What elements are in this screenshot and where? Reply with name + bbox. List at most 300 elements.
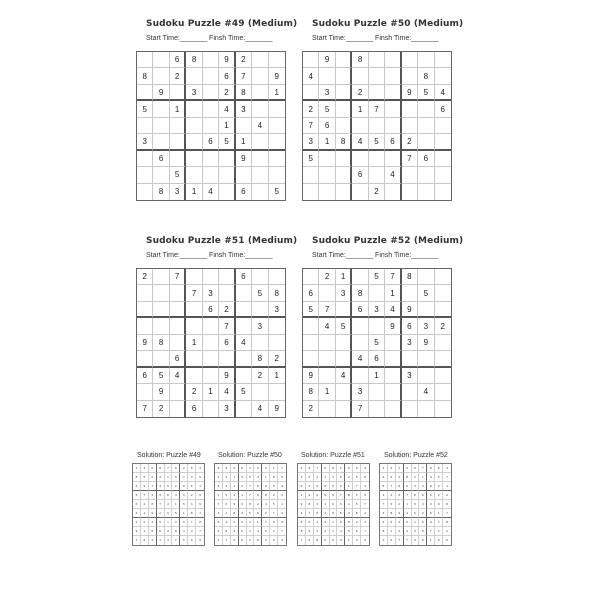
sudoku-cell[interactable]: 5 bbox=[153, 368, 169, 384]
sudoku-cell[interactable] bbox=[319, 351, 335, 367]
sudoku-cell[interactable]: 3 bbox=[269, 302, 285, 318]
sudoku-cell[interactable] bbox=[352, 335, 368, 351]
sudoku-cell[interactable]: 3 bbox=[203, 285, 219, 301]
sudoku-cell[interactable]: 8 bbox=[418, 68, 434, 84]
sudoku-cell[interactable] bbox=[402, 351, 418, 367]
sudoku-cell[interactable] bbox=[369, 285, 385, 301]
sudoku-cell[interactable] bbox=[319, 401, 335, 417]
sudoku-cell[interactable]: 6 bbox=[219, 68, 235, 84]
sudoku-cell[interactable] bbox=[336, 52, 352, 68]
sudoku-cell[interactable] bbox=[319, 335, 335, 351]
sudoku-cell[interactable] bbox=[418, 401, 434, 417]
sudoku-cell[interactable] bbox=[385, 151, 401, 167]
sudoku-cell[interactable]: 4 bbox=[203, 184, 219, 200]
sudoku-cell[interactable]: 6 bbox=[170, 52, 186, 68]
sudoku-cell[interactable] bbox=[402, 401, 418, 417]
sudoku-cell[interactable] bbox=[435, 401, 451, 417]
sudoku-cell[interactable]: 6 bbox=[137, 368, 153, 384]
sudoku-cell[interactable] bbox=[435, 285, 451, 301]
sudoku-cell[interactable]: 9 bbox=[274, 404, 279, 414]
sudoku-cell[interactable] bbox=[336, 302, 352, 318]
sudoku-cell[interactable] bbox=[435, 68, 451, 84]
sudoku-cell[interactable] bbox=[252, 101, 268, 117]
sudoku-cell[interactable] bbox=[269, 101, 285, 117]
sudoku-cell[interactable]: 9 bbox=[219, 368, 235, 384]
sudoku-cell[interactable]: 3 bbox=[236, 101, 252, 117]
sudoku-cell[interactable] bbox=[252, 151, 268, 167]
sudoku-cell[interactable] bbox=[435, 335, 451, 351]
sudoku-cell[interactable] bbox=[170, 285, 186, 301]
sudoku-cell[interactable] bbox=[435, 269, 451, 285]
sudoku-cell[interactable] bbox=[369, 318, 385, 334]
sudoku-cell[interactable] bbox=[435, 151, 451, 167]
sudoku-cell[interactable]: 3 bbox=[303, 134, 319, 150]
sudoku-cell[interactable]: 4 bbox=[352, 134, 368, 150]
sudoku-cell[interactable] bbox=[170, 134, 186, 150]
sudoku-cell[interactable] bbox=[186, 151, 202, 167]
sudoku-cell[interactable]: 4 bbox=[435, 85, 451, 101]
sudoku-cell[interactable]: 3 bbox=[170, 184, 186, 200]
sudoku-cell[interactable]: 2 bbox=[369, 184, 385, 200]
sudoku-cell[interactable] bbox=[402, 384, 418, 400]
sudoku-cell[interactable] bbox=[252, 68, 268, 84]
sudoku-cell[interactable]: 2 bbox=[219, 85, 235, 101]
sudoku-cell[interactable] bbox=[336, 401, 352, 417]
sudoku-cell[interactable]: 7 bbox=[303, 118, 319, 134]
sudoku-cell[interactable] bbox=[385, 85, 401, 101]
sudoku-cell[interactable] bbox=[418, 184, 434, 200]
sudoku-cell[interactable]: 7 bbox=[219, 318, 235, 334]
sudoku-cell[interactable]: 1 bbox=[352, 101, 368, 117]
sudoku-cell[interactable] bbox=[252, 184, 268, 200]
sudoku-cell[interactable]: 5 bbox=[336, 318, 352, 334]
sudoku-cell[interactable] bbox=[186, 68, 202, 84]
sudoku-cell[interactable] bbox=[385, 101, 401, 117]
sudoku-cell[interactable]: 4 bbox=[352, 351, 368, 367]
sudoku-cell[interactable] bbox=[418, 118, 434, 134]
sudoku-cell[interactable] bbox=[203, 101, 219, 117]
sudoku-cell[interactable]: 5 bbox=[219, 134, 235, 150]
sudoku-cell[interactable]: 4 bbox=[319, 318, 335, 334]
sudoku-cell[interactable] bbox=[402, 167, 418, 183]
sudoku-cell[interactable] bbox=[137, 151, 153, 167]
sudoku-cell[interactable] bbox=[252, 167, 268, 183]
sudoku-cell[interactable]: 4 bbox=[336, 368, 352, 384]
sudoku-cell[interactable]: 9 bbox=[385, 318, 401, 334]
sudoku-cell[interactable]: 8 bbox=[352, 285, 368, 301]
sudoku-cell[interactable] bbox=[203, 151, 219, 167]
sudoku-cell[interactable] bbox=[137, 318, 153, 334]
sudoku-cell[interactable] bbox=[252, 52, 268, 68]
sudoku-cell[interactable]: 4 bbox=[170, 368, 186, 384]
sudoku-cell[interactable]: 9 bbox=[219, 52, 235, 68]
sudoku-cell[interactable]: 7 bbox=[369, 101, 385, 117]
sudoku-cell[interactable] bbox=[170, 302, 186, 318]
sudoku-cell[interactable] bbox=[236, 368, 252, 384]
sudoku-cell[interactable] bbox=[402, 52, 418, 68]
sudoku-cell[interactable] bbox=[352, 318, 368, 334]
sudoku-cell[interactable]: 4 bbox=[252, 118, 268, 134]
sudoku-cell[interactable] bbox=[236, 318, 252, 334]
sudoku-cell[interactable]: 9 bbox=[269, 68, 285, 84]
sudoku-cell[interactable]: 1 bbox=[186, 184, 202, 200]
sudoku-cell[interactable] bbox=[137, 118, 153, 134]
sudoku-cell[interactable] bbox=[153, 118, 169, 134]
sudoku-cell[interactable] bbox=[369, 68, 385, 84]
sudoku-cell[interactable]: 6 bbox=[186, 401, 202, 417]
sudoku-cell[interactable]: 6 bbox=[369, 351, 385, 367]
sudoku-cell[interactable] bbox=[252, 302, 268, 318]
sudoku-cell[interactable] bbox=[153, 52, 169, 68]
sudoku-cell[interactable] bbox=[236, 285, 252, 301]
sudoku-cell[interactable] bbox=[269, 167, 285, 183]
sudoku-cell[interactable] bbox=[170, 85, 186, 101]
sudoku-cell[interactable] bbox=[153, 167, 169, 183]
sudoku-cell[interactable]: 1 bbox=[369, 368, 385, 384]
sudoku-cell[interactable]: 5 bbox=[369, 335, 385, 351]
sudoku-cell[interactable] bbox=[186, 368, 202, 384]
sudoku-cell[interactable]: 4 bbox=[236, 335, 252, 351]
sudoku-cell[interactable] bbox=[352, 184, 368, 200]
sudoku-cell[interactable] bbox=[303, 269, 319, 285]
sudoku-cell[interactable]: 2 bbox=[402, 134, 418, 150]
sudoku-cell[interactable] bbox=[385, 68, 401, 84]
sudoku-cell[interactable] bbox=[219, 351, 235, 367]
sudoku-cell[interactable] bbox=[336, 151, 352, 167]
sudoku-cell[interactable] bbox=[336, 118, 352, 134]
sudoku-cell[interactable]: 2 bbox=[435, 318, 451, 334]
sudoku-cell[interactable] bbox=[252, 134, 268, 150]
sudoku-cell[interactable]: 1 bbox=[219, 118, 235, 134]
sudoku-cell[interactable] bbox=[303, 184, 319, 200]
sudoku-cell[interactable] bbox=[153, 285, 169, 301]
sudoku-cell[interactable] bbox=[435, 134, 451, 150]
sudoku-cell[interactable]: 7 bbox=[137, 401, 153, 417]
sudoku-cell[interactable]: 6 bbox=[435, 101, 451, 117]
sudoku-cell[interactable]: 2 bbox=[236, 52, 252, 68]
sudoku-cell[interactable]: 2 bbox=[352, 85, 368, 101]
sudoku-cell[interactable] bbox=[186, 118, 202, 134]
sudoku-cell[interactable] bbox=[336, 167, 352, 183]
sudoku-cell[interactable]: 4 bbox=[219, 101, 235, 117]
sudoku-cell[interactable]: 6 bbox=[402, 318, 418, 334]
sudoku-cell[interactable] bbox=[186, 167, 202, 183]
sudoku-cell[interactable]: 3 bbox=[252, 318, 268, 334]
sudoku-cell[interactable]: 3 bbox=[319, 85, 335, 101]
sudoku-cell[interactable]: 5 bbox=[274, 187, 279, 197]
sudoku-cell[interactable] bbox=[369, 167, 385, 183]
sudoku-cell[interactable] bbox=[435, 118, 451, 134]
sudoku-cell[interactable] bbox=[402, 101, 418, 117]
sudoku-cell[interactable] bbox=[137, 85, 153, 101]
sudoku-cell[interactable] bbox=[203, 318, 219, 334]
sudoku-cell[interactable] bbox=[252, 384, 268, 400]
sudoku-cell[interactable]: 1 bbox=[269, 368, 285, 384]
sudoku-cell[interactable] bbox=[219, 285, 235, 301]
sudoku-cell[interactable] bbox=[435, 302, 451, 318]
sudoku-cell[interactable] bbox=[186, 134, 202, 150]
sudoku-cell[interactable] bbox=[170, 335, 186, 351]
sudoku-cell[interactable] bbox=[435, 184, 451, 200]
sudoku-cell[interactable]: 1 bbox=[319, 384, 335, 400]
sudoku-cell[interactable]: 5 bbox=[369, 134, 385, 150]
sudoku-cell[interactable]: 2 bbox=[170, 68, 186, 84]
sudoku-cell[interactable]: 5 bbox=[303, 302, 319, 318]
sudoku-cell[interactable]: 2 bbox=[137, 269, 153, 285]
sudoku-cell[interactable]: 5 bbox=[137, 101, 153, 117]
sudoku-cell[interactable]: 4 bbox=[303, 68, 319, 84]
sudoku-cell[interactable] bbox=[269, 269, 285, 285]
sudoku-cell[interactable] bbox=[203, 351, 219, 367]
sudoku-cell[interactable]: 5 bbox=[418, 285, 434, 301]
sudoku-cell[interactable] bbox=[336, 351, 352, 367]
sudoku-cell[interactable]: 8 bbox=[186, 52, 202, 68]
sudoku-cell[interactable]: 3 bbox=[352, 384, 368, 400]
sudoku-cell[interactable] bbox=[203, 335, 219, 351]
sudoku-cell[interactable]: 5 bbox=[303, 151, 319, 167]
sudoku-cell[interactable] bbox=[336, 384, 352, 400]
sudoku-cell[interactable]: 6 bbox=[352, 167, 368, 183]
sudoku-cell[interactable]: 1 bbox=[385, 285, 401, 301]
sudoku-cell[interactable]: 3 bbox=[369, 302, 385, 318]
sudoku-cell[interactable]: 3 bbox=[219, 401, 235, 417]
sudoku-cell[interactable] bbox=[369, 401, 385, 417]
sudoku-cell[interactable] bbox=[369, 85, 385, 101]
sudoku-cell[interactable] bbox=[153, 134, 169, 150]
sudoku-cell[interactable] bbox=[352, 368, 368, 384]
sudoku-cell[interactable]: 1 bbox=[236, 134, 252, 150]
sudoku-cell[interactable]: 2 bbox=[319, 269, 335, 285]
sudoku-cell[interactable] bbox=[435, 384, 451, 400]
sudoku-cell[interactable] bbox=[336, 335, 352, 351]
sudoku-cell[interactable]: 8 bbox=[153, 184, 169, 200]
sudoku-cell[interactable] bbox=[186, 101, 202, 117]
sudoku-cell[interactable]: 7 bbox=[186, 285, 202, 301]
sudoku-cell[interactable] bbox=[352, 269, 368, 285]
sudoku-cell[interactable]: 6 bbox=[418, 151, 434, 167]
sudoku-cell[interactable]: 8 bbox=[236, 85, 252, 101]
sudoku-cell[interactable]: 6 bbox=[303, 285, 319, 301]
sudoku-cell[interactable] bbox=[137, 384, 153, 400]
sudoku-cell[interactable]: 5 bbox=[252, 285, 268, 301]
sudoku-cell[interactable] bbox=[269, 151, 285, 167]
sudoku-cell[interactable]: 1 bbox=[319, 134, 335, 150]
sudoku-cell[interactable] bbox=[269, 52, 285, 68]
sudoku-cell[interactable]: 7 bbox=[170, 269, 186, 285]
sudoku-cell[interactable] bbox=[402, 285, 418, 301]
sudoku-cell[interactable]: 6 bbox=[219, 335, 235, 351]
sudoku-cell[interactable] bbox=[418, 302, 434, 318]
sudoku-cell[interactable] bbox=[418, 134, 434, 150]
sudoku-cell[interactable] bbox=[385, 184, 401, 200]
sudoku-cell[interactable] bbox=[352, 68, 368, 84]
sudoku-cell[interactable]: 9 bbox=[319, 52, 335, 68]
sudoku-cell[interactable] bbox=[385, 368, 401, 384]
sudoku-cell[interactable]: 5 bbox=[418, 85, 434, 101]
sudoku-cell[interactable] bbox=[435, 351, 451, 367]
sudoku-cell[interactable]: 2 bbox=[252, 368, 268, 384]
sudoku-cell[interactable] bbox=[203, 118, 219, 134]
sudoku-cell[interactable] bbox=[418, 368, 434, 384]
sudoku-cell[interactable]: 4 bbox=[252, 401, 268, 417]
sudoku-cell[interactable]: 4 bbox=[219, 384, 235, 400]
sudoku-cell[interactable] bbox=[186, 318, 202, 334]
sudoku-cell[interactable]: 6 bbox=[352, 302, 368, 318]
sudoku-cell[interactable]: 7 bbox=[352, 401, 368, 417]
sudoku-cell[interactable] bbox=[319, 368, 335, 384]
sudoku-cell[interactable] bbox=[385, 52, 401, 68]
sudoku-cell[interactable] bbox=[170, 318, 186, 334]
sudoku-cell[interactable] bbox=[203, 52, 219, 68]
sudoku-cell[interactable]: 8 bbox=[153, 335, 169, 351]
sudoku-cell[interactable] bbox=[418, 52, 434, 68]
sudoku-cell[interactable] bbox=[252, 269, 268, 285]
sudoku-cell[interactable] bbox=[319, 285, 335, 301]
sudoku-cell[interactable]: 3 bbox=[336, 285, 352, 301]
sudoku-cell[interactable] bbox=[303, 335, 319, 351]
sudoku-cell[interactable]: 9 bbox=[153, 384, 169, 400]
sudoku-cell[interactable]: 6 bbox=[170, 351, 186, 367]
sudoku-cell[interactable] bbox=[269, 118, 285, 134]
sudoku-cell[interactable] bbox=[336, 85, 352, 101]
sudoku-cell[interactable] bbox=[170, 401, 186, 417]
sudoku-cell[interactable] bbox=[203, 85, 219, 101]
sudoku-cell[interactable] bbox=[352, 151, 368, 167]
sudoku-cell[interactable]: 2 bbox=[153, 401, 169, 417]
sudoku-cell[interactable] bbox=[153, 68, 169, 84]
sudoku-cell[interactable]: 2 bbox=[269, 351, 285, 367]
sudoku-cell[interactable]: 9 bbox=[402, 85, 418, 101]
sudoku-cell[interactable] bbox=[319, 167, 335, 183]
sudoku-cell[interactable]: 8 bbox=[352, 52, 368, 68]
sudoku-cell[interactable]: 6 bbox=[236, 184, 252, 200]
sudoku-cell[interactable] bbox=[303, 351, 319, 367]
sudoku-cell[interactable]: 6 bbox=[385, 134, 401, 150]
sudoku-cell[interactable]: 5 bbox=[170, 167, 186, 183]
sudoku-cell[interactable]: 8 bbox=[269, 285, 285, 301]
sudoku-cell[interactable] bbox=[252, 85, 268, 101]
sudoku-cell[interactable] bbox=[236, 302, 252, 318]
sudoku-cell[interactable]: 3 bbox=[402, 368, 418, 384]
sudoku-cell[interactable]: 9 bbox=[236, 151, 252, 167]
sudoku-cell[interactable] bbox=[170, 384, 186, 400]
sudoku-cell[interactable] bbox=[170, 118, 186, 134]
sudoku-cell[interactable] bbox=[137, 52, 153, 68]
sudoku-cell[interactable] bbox=[385, 401, 401, 417]
sudoku-cell[interactable]: 5 bbox=[319, 101, 335, 117]
sudoku-cell[interactable] bbox=[269, 384, 285, 400]
sudoku-cell[interactable] bbox=[303, 85, 319, 101]
sudoku-cell[interactable] bbox=[336, 184, 352, 200]
sudoku-cell[interactable]: 3 bbox=[402, 335, 418, 351]
sudoku-cell[interactable]: 9 bbox=[418, 335, 434, 351]
sudoku-cell[interactable]: 4 bbox=[385, 302, 401, 318]
sudoku-cell[interactable] bbox=[137, 285, 153, 301]
sudoku-cell[interactable]: 2 bbox=[186, 384, 202, 400]
sudoku-cell[interactable]: 9 bbox=[137, 335, 153, 351]
sudoku-cell[interactable]: 3 bbox=[137, 134, 153, 150]
sudoku-cell[interactable] bbox=[319, 184, 335, 200]
sudoku-cell[interactable]: 8 bbox=[137, 68, 153, 84]
sudoku-cell[interactable]: 9 bbox=[303, 368, 319, 384]
sudoku-cell[interactable] bbox=[153, 318, 169, 334]
sudoku-cell[interactable]: 8 bbox=[402, 269, 418, 285]
sudoku-cell[interactable]: 7 bbox=[319, 302, 335, 318]
sudoku-cell[interactable]: 4 bbox=[385, 167, 401, 183]
sudoku-cell[interactable] bbox=[219, 151, 235, 167]
sudoku-cell[interactable]: 6 bbox=[203, 134, 219, 150]
sudoku-cell[interactable]: 8 bbox=[303, 384, 319, 400]
sudoku-cell[interactable]: 3 bbox=[418, 318, 434, 334]
sudoku-cell[interactable] bbox=[137, 351, 153, 367]
sudoku-cell[interactable] bbox=[186, 302, 202, 318]
sudoku-cell[interactable]: 2 bbox=[303, 401, 319, 417]
sudoku-cell[interactable]: 6 bbox=[236, 269, 252, 285]
sudoku-cell[interactable] bbox=[435, 368, 451, 384]
sudoku-cell[interactable]: 9 bbox=[402, 302, 418, 318]
sudoku-cell[interactable] bbox=[219, 184, 235, 200]
sudoku-cell[interactable]: 6 bbox=[203, 302, 219, 318]
sudoku-cell[interactable] bbox=[369, 151, 385, 167]
sudoku-cell[interactable] bbox=[203, 269, 219, 285]
sudoku-cell[interactable] bbox=[369, 118, 385, 134]
sudoku-cell[interactable] bbox=[418, 101, 434, 117]
sudoku-cell[interactable]: 8 bbox=[336, 134, 352, 150]
sudoku-cell[interactable] bbox=[303, 52, 319, 68]
sudoku-cell[interactable] bbox=[336, 101, 352, 117]
sudoku-cell[interactable]: 4 bbox=[418, 384, 434, 400]
sudoku-cell[interactable]: 5 bbox=[236, 384, 252, 400]
sudoku-cell[interactable]: 8 bbox=[252, 351, 268, 367]
sudoku-cell[interactable]: 6 bbox=[319, 118, 335, 134]
sudoku-cell[interactable] bbox=[402, 184, 418, 200]
sudoku-cell[interactable] bbox=[303, 318, 319, 334]
sudoku-cell[interactable] bbox=[336, 68, 352, 84]
sudoku-cell[interactable]: 6 bbox=[153, 151, 169, 167]
sudoku-cell[interactable] bbox=[418, 269, 434, 285]
sudoku-cell[interactable] bbox=[369, 52, 385, 68]
sudoku-cell[interactable] bbox=[153, 101, 169, 117]
sudoku-cell[interactable]: 7 bbox=[402, 151, 418, 167]
sudoku-cell[interactable] bbox=[269, 134, 285, 150]
sudoku-cell[interactable] bbox=[418, 351, 434, 367]
sudoku-cell[interactable]: 1 bbox=[336, 269, 352, 285]
sudoku-cell[interactable] bbox=[269, 318, 285, 334]
sudoku-cell[interactable]: 5 bbox=[369, 269, 385, 285]
sudoku-cell[interactable] bbox=[153, 351, 169, 367]
sudoku-cell[interactable] bbox=[385, 118, 401, 134]
sudoku-cell[interactable] bbox=[303, 167, 319, 183]
sudoku-cell[interactable] bbox=[236, 167, 252, 183]
sudoku-cell[interactable]: 1 bbox=[186, 335, 202, 351]
sudoku-cell[interactable] bbox=[137, 184, 153, 200]
sudoku-cell[interactable] bbox=[402, 118, 418, 134]
sudoku-cell[interactable] bbox=[186, 351, 202, 367]
sudoku-cell[interactable] bbox=[203, 401, 219, 417]
sudoku-cell[interactable]: 1 bbox=[203, 384, 219, 400]
sudoku-cell[interactable] bbox=[319, 68, 335, 84]
sudoku-cell[interactable] bbox=[203, 68, 219, 84]
sudoku-cell[interactable] bbox=[418, 167, 434, 183]
sudoku-cell[interactable] bbox=[385, 335, 401, 351]
sudoku-cell[interactable] bbox=[137, 302, 153, 318]
sudoku-cell[interactable] bbox=[269, 335, 285, 351]
sudoku-cell[interactable] bbox=[352, 118, 368, 134]
sudoku-cell[interactable] bbox=[236, 401, 252, 417]
sudoku-cell[interactable] bbox=[435, 52, 451, 68]
sudoku-cell[interactable] bbox=[153, 269, 169, 285]
sudoku-cell[interactable] bbox=[236, 118, 252, 134]
